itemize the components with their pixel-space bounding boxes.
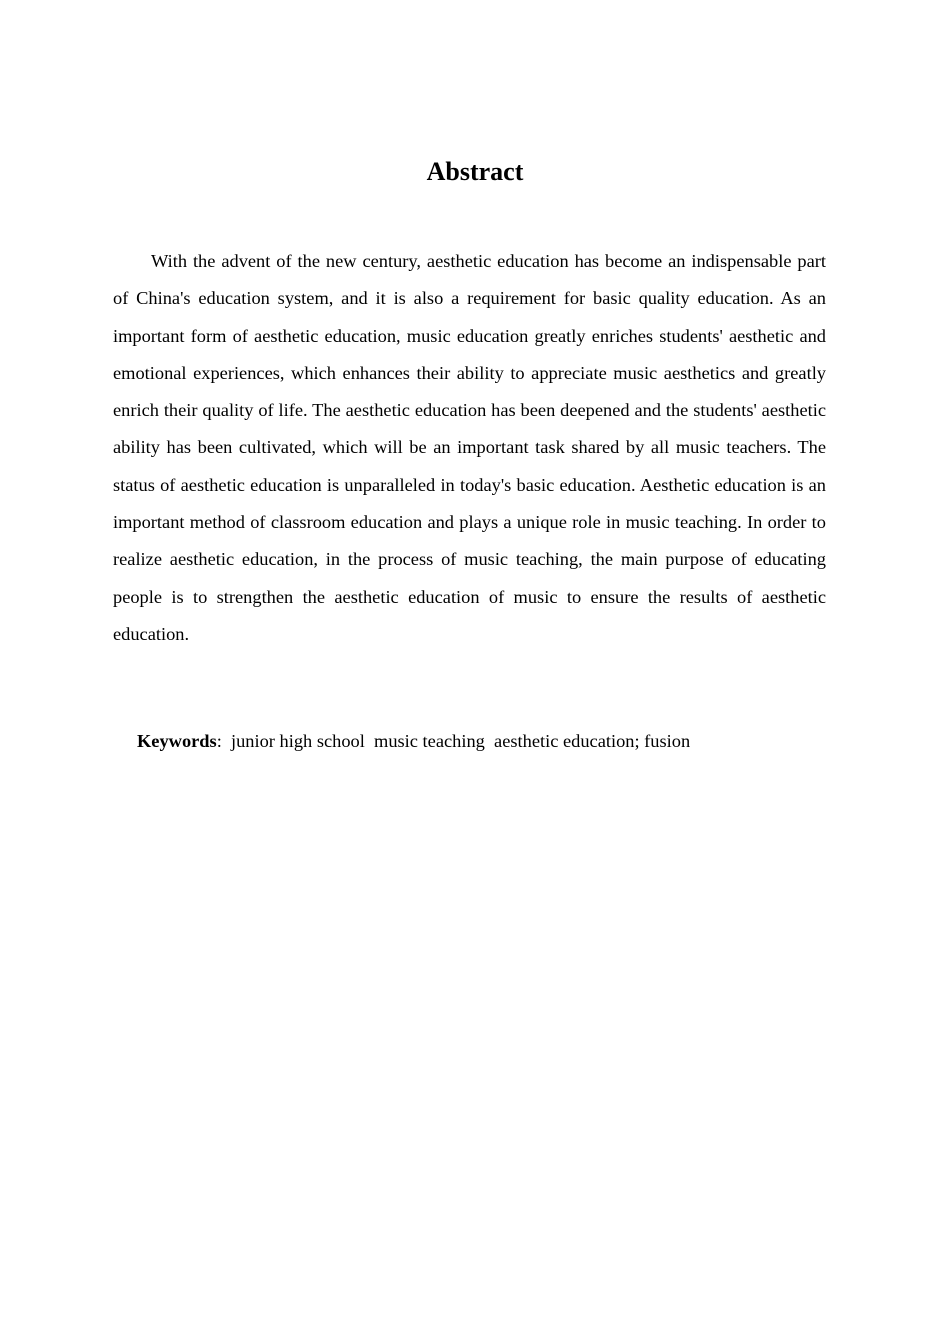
abstract-paragraph: With the advent of the new century, aesthetic education has become an indispensable part of China's education system, and it is also a requirement for basic quality education. As an important form of aesthetic education, music education greatly enriches students' aesthetic and emotional experiences, which enhances their ability to appreciate music aesthetics and greatly enrich their quality of life. The aesthetic education has been deepened and the students' aesthetic ability has been cultivated, which will be an important task shared by all music teachers. The status of aesthetic education is unparalleled in today's basic education. Aesthetic education is an important method of classroom education and plays a unique role in music teaching. In order to realize aesthetic education, in the process of music teaching, the main purpose of educating people is to strengthen the aesthetic education of music to ensure the results of aesthetic education. — [113, 251, 826, 644]
keywords-label: Keywords — [137, 731, 217, 751]
keywords-value: junior high school music teaching aesthetic education; fusion — [231, 731, 691, 751]
page-title: Abstract — [426, 157, 524, 186]
keywords-separator: : — [216, 731, 231, 751]
keywords-line — [137, 723, 690, 760]
